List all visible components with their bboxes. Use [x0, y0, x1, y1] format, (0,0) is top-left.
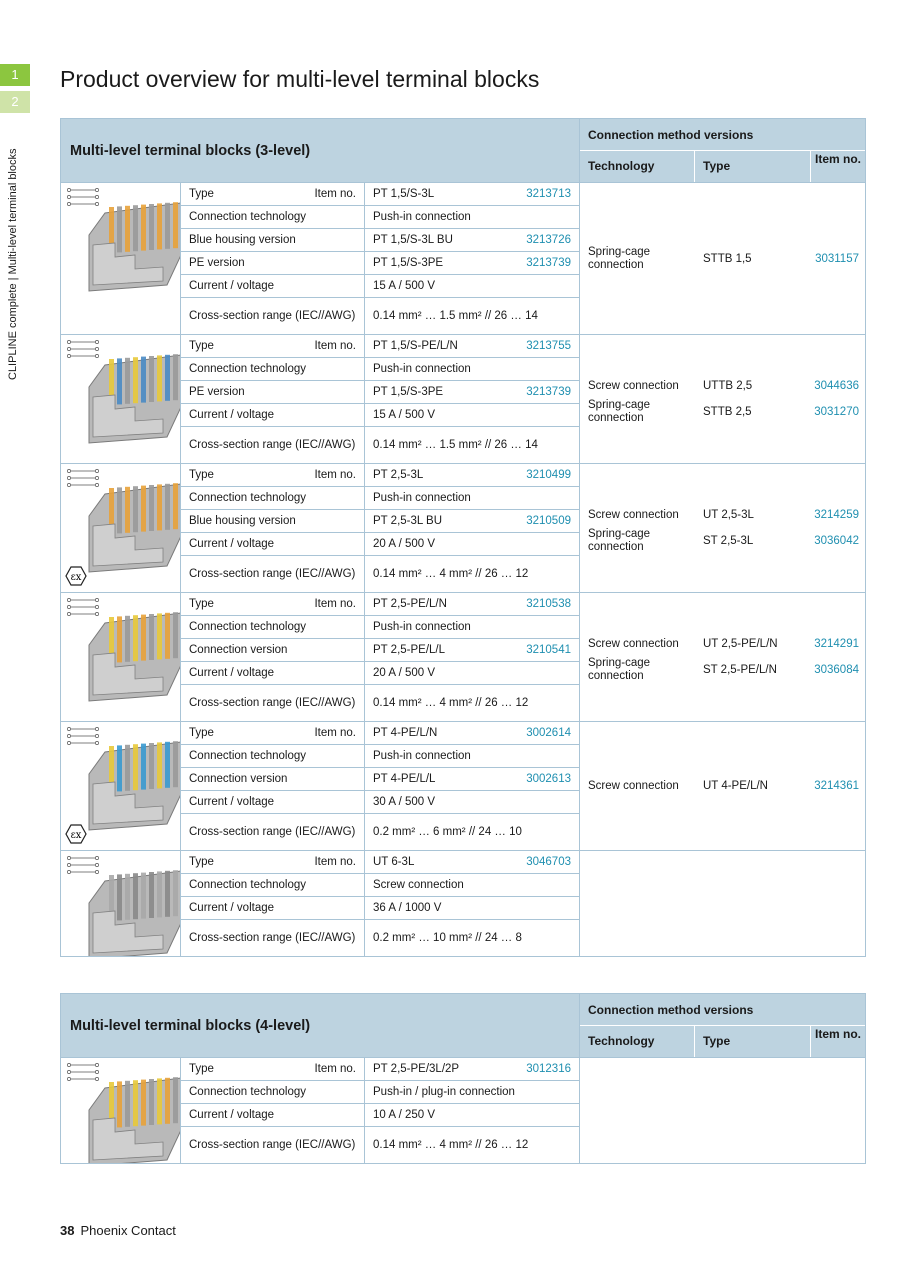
col-technology: Technology: [580, 1026, 695, 1057]
product-image-cell: [61, 1058, 181, 1163]
connection-technology: Screw connection: [588, 379, 679, 392]
connection-technology: Spring-cage connection: [588, 245, 651, 271]
property-value: Push-in connection: [373, 211, 471, 223]
connection-version-row: [580, 528, 865, 554]
property-value: 0.14 mm² … 4 mm² // 26 … 12: [373, 1139, 529, 1151]
connection-version-row: [580, 631, 865, 657]
property-label-cell: [181, 1058, 365, 1080]
property-row: [181, 745, 579, 768]
property-value: Screw connection: [373, 879, 464, 891]
product-properties: [181, 593, 580, 721]
chapter-tab-1[interactable]: 1: [0, 64, 30, 86]
property-value-cell: [365, 229, 579, 251]
table-title: Multi-level terminal blocks (3-level): [61, 119, 580, 182]
connection-item-number[interactable]: 3036084: [814, 664, 859, 676]
property-value-cell: [365, 206, 579, 228]
connection-versions-cell: [580, 464, 865, 592]
property-value: 15 A / 500 V: [373, 280, 436, 292]
property-label: Connection technology: [189, 492, 306, 504]
property-value: PT 2,5-3L BU: [373, 515, 443, 527]
circuit-schematic-icon: [66, 855, 100, 877]
side-running-title: CLIPLINE complete | Multi-level terminal blocks: [7, 148, 19, 380]
property-row: [181, 298, 579, 334]
property-value: PT 2,5-3L: [373, 469, 424, 481]
connection-type: UT 4-PE/L/N: [703, 780, 768, 792]
property-row: [181, 358, 579, 381]
property-value-cell: [365, 1058, 579, 1080]
property-label: PE version: [189, 386, 245, 398]
item-number-link[interactable]: 3002613: [526, 773, 571, 785]
property-row: [181, 183, 579, 206]
property-label: Blue housing version: [189, 234, 296, 246]
property-row: [181, 1058, 579, 1081]
property-value: PT 2,5-PE/3L/2P: [373, 1063, 460, 1075]
product-row: [61, 722, 865, 851]
property-value: 0.14 mm² … 4 mm² // 26 … 12: [373, 568, 529, 580]
property-label-cell: [181, 897, 365, 919]
circuit-schematic-icon: [66, 1062, 100, 1084]
property-value: Push-in connection: [373, 621, 471, 633]
property-row: [181, 685, 579, 721]
property-label: Connection version: [189, 773, 288, 785]
property-row: [181, 814, 579, 850]
connection-versions-cell: [580, 722, 865, 850]
property-label: Type: [189, 1063, 214, 1075]
property-label-cell: [181, 335, 365, 357]
connection-versions-cell: [580, 335, 865, 463]
ex-approval-icon: [65, 824, 87, 844]
connection-type: STTB 1,5: [703, 252, 752, 265]
property-value: PT 1,5/S-3PE: [373, 386, 444, 398]
property-value: PT 2,5-PE/L/N: [373, 598, 447, 610]
property-value-cell: [365, 616, 579, 638]
table-3-level: [60, 118, 866, 957]
page-title: Product overview for multi-level terminal blocks: [60, 66, 540, 92]
property-label: Current / voltage: [189, 409, 275, 421]
connection-version-row: [580, 773, 865, 799]
page-footer: [60, 1223, 176, 1238]
property-value-cell: [365, 745, 579, 767]
item-no-label: Item no.: [314, 1063, 356, 1075]
property-label-cell: [181, 662, 365, 684]
connection-technology: Spring-cage connection: [588, 399, 651, 424]
property-label: Current / voltage: [189, 538, 275, 550]
property-value-cell: [365, 768, 579, 790]
property-label-cell: [181, 206, 365, 228]
property-label: Type: [189, 340, 214, 352]
property-value: 20 A / 500 V: [373, 667, 436, 679]
property-value-cell: [365, 335, 579, 357]
property-label: Current / voltage: [189, 1109, 275, 1121]
ex-approval-icon: [65, 566, 87, 586]
property-label-cell: [181, 487, 365, 509]
property-label-cell: [181, 183, 365, 205]
property-value-cell: [365, 464, 579, 486]
connection-item-number[interactable]: 3044636: [814, 380, 859, 392]
property-value-cell: [365, 358, 579, 380]
property-value: PT 4-PE/L/L: [373, 773, 436, 785]
property-label: Connection technology: [189, 621, 306, 633]
property-value: 0.2 mm² … 10 mm² // 24 … 8: [373, 932, 522, 944]
item-number-link[interactable]: 3213713: [526, 188, 571, 200]
property-value: Push-in connection: [373, 492, 471, 504]
item-number-link[interactable]: 3210538: [526, 598, 571, 610]
property-label: Current / voltage: [189, 796, 275, 808]
property-label-cell: [181, 616, 365, 638]
chapter-tab-2[interactable]: 2: [0, 91, 30, 113]
connection-item-number[interactable]: 3214361: [814, 780, 859, 792]
property-label: Connection technology: [189, 211, 306, 223]
product-properties: [181, 183, 580, 334]
property-label-cell: [181, 851, 365, 873]
connection-version-row: [580, 246, 865, 272]
product-properties: [181, 335, 580, 463]
item-number-link[interactable]: 3213755: [526, 340, 571, 352]
property-value: Push-in / plug-in connection: [373, 1086, 515, 1098]
product-image-cell: [61, 722, 181, 850]
property-row: [181, 1081, 579, 1104]
connection-technology: Screw connection: [588, 779, 679, 792]
product-image-cell: [61, 335, 181, 463]
property-value-cell: [365, 275, 579, 297]
property-value-cell: [365, 874, 579, 896]
item-number-link[interactable]: 3012316: [526, 1063, 571, 1075]
connection-version-row: [580, 657, 865, 683]
connection-item-number[interactable]: 3031157: [815, 252, 859, 265]
property-label-cell: [181, 814, 365, 850]
property-label-cell: [181, 768, 365, 790]
connection-version-row: [580, 502, 865, 528]
property-label: Type: [189, 598, 214, 610]
connection-versions-cell: [580, 851, 865, 956]
table-title: Multi-level terminal blocks (4-level): [61, 994, 580, 1057]
property-value-cell: [365, 381, 579, 403]
property-row: [181, 616, 579, 639]
circuit-schematic-icon: [66, 597, 100, 619]
table-4-level: [60, 993, 866, 1164]
property-label: Current / voltage: [189, 280, 275, 292]
property-value-cell: [365, 920, 579, 956]
property-value: 20 A / 500 V: [373, 538, 436, 550]
item-number-link[interactable]: 3213739: [526, 386, 571, 398]
property-value: 0.14 mm² … 4 mm² // 26 … 12: [373, 697, 529, 709]
product-properties: [181, 464, 580, 592]
property-value-cell: [365, 791, 579, 813]
property-row: [181, 510, 579, 533]
property-value: 30 A / 500 V: [373, 796, 436, 808]
property-label: Connection technology: [189, 750, 306, 762]
property-value-cell: [365, 427, 579, 463]
connection-technology: Screw connection: [588, 637, 679, 650]
product-row: [61, 593, 865, 722]
property-value-cell: [365, 404, 579, 426]
property-label-cell: [181, 427, 365, 463]
property-label-cell: [181, 298, 365, 334]
property-label-cell: [181, 745, 365, 767]
connection-versions-cell: [580, 1058, 865, 1163]
property-label-cell: [181, 252, 365, 274]
item-number-link[interactable]: 3002614: [526, 727, 571, 739]
item-no-label: Item no.: [314, 469, 356, 481]
connection-type: UT 2,5-3L: [703, 509, 754, 521]
product-image-cell: [61, 464, 181, 592]
property-label: Type: [189, 727, 214, 739]
property-value: PT 4-PE/L/N: [373, 727, 438, 739]
property-value-cell: [365, 685, 579, 721]
property-row: [181, 206, 579, 229]
item-no-label: Item no.: [314, 598, 356, 610]
property-value-cell: [365, 722, 579, 744]
circuit-schematic-icon: [66, 339, 100, 361]
product-image-cell: [61, 851, 181, 956]
item-no-label: Item no.: [314, 856, 356, 868]
product-image-cell: [61, 593, 181, 721]
property-row: [181, 920, 579, 956]
property-value-cell: [365, 662, 579, 684]
property-row: [181, 487, 579, 510]
product-row: [61, 183, 865, 335]
property-value: PT 2,5-PE/L/L: [373, 644, 446, 656]
property-value-cell: [365, 252, 579, 274]
property-label-cell: [181, 464, 365, 486]
connection-item-number[interactable]: 3036042: [814, 535, 859, 547]
property-label-cell: [181, 685, 365, 721]
property-value: Push-in connection: [373, 363, 471, 375]
product-image-cell: [61, 183, 181, 334]
property-value-cell: [365, 1104, 579, 1126]
property-row: [181, 768, 579, 791]
property-row: [181, 874, 579, 897]
property-value: 0.14 mm² … 1.5 mm² // 26 … 14: [373, 310, 538, 322]
property-row: [181, 252, 579, 275]
property-label-cell: [181, 358, 365, 380]
property-row: [181, 639, 579, 662]
property-label-cell: [181, 874, 365, 896]
property-row: [181, 229, 579, 252]
product-row: [61, 1058, 865, 1163]
item-no-label: Item no.: [314, 727, 356, 739]
property-label: Cross-section range (IEC//AWG): [189, 697, 356, 709]
property-value: Push-in connection: [373, 750, 471, 762]
property-label: Cross-section range (IEC//AWG): [189, 826, 356, 838]
property-row: [181, 335, 579, 358]
connection-item-number[interactable]: 3031270: [814, 406, 859, 418]
property-row: [181, 381, 579, 404]
property-label: Cross-section range (IEC//AWG): [189, 439, 356, 451]
property-label: Type: [189, 188, 214, 200]
property-label-cell: [181, 1127, 365, 1163]
property-value-cell: [365, 487, 579, 509]
table-header: [61, 994, 865, 1058]
connection-type: UT 2,5-PE/L/N: [703, 638, 778, 650]
property-value: UT 6-3L: [373, 856, 415, 868]
property-label: Cross-section range (IEC//AWG): [189, 932, 356, 944]
property-label-cell: [181, 404, 365, 426]
property-row: [181, 791, 579, 814]
connection-type: UTTB 2,5: [703, 380, 753, 392]
property-row: [181, 662, 579, 685]
property-value-cell: [365, 897, 579, 919]
property-label: Current / voltage: [189, 902, 275, 914]
property-label-cell: [181, 920, 365, 956]
product-properties: [181, 851, 580, 956]
property-label: Cross-section range (IEC//AWG): [189, 568, 356, 580]
property-row: [181, 1104, 579, 1127]
property-label: Cross-section range (IEC//AWG): [189, 1139, 356, 1151]
property-label-cell: [181, 722, 365, 744]
property-value-cell: [365, 510, 579, 532]
col-item-no: Item no.: [814, 152, 861, 166]
property-label-cell: [181, 556, 365, 592]
property-row: [181, 275, 579, 298]
property-value-cell: [365, 593, 579, 615]
connection-version-row: [580, 399, 865, 425]
property-label: Cross-section range (IEC//AWG): [189, 310, 356, 322]
col-item-no: Item no.: [814, 1027, 861, 1041]
property-value: 36 A / 1000 V: [373, 902, 442, 914]
property-value: PT 1,5/S-3L BU: [373, 234, 453, 246]
property-label: Blue housing version: [189, 515, 296, 527]
property-value-cell: [365, 1127, 579, 1163]
connection-type: STTB 2,5: [703, 406, 752, 418]
property-value: PT 1,5/S-PE/L/N: [373, 340, 458, 352]
property-value-cell: [365, 298, 579, 334]
property-row: [181, 851, 579, 874]
property-label: Type: [189, 469, 214, 481]
connection-type: ST 2,5-PE/L/N: [703, 664, 777, 676]
property-value-cell: [365, 1081, 579, 1103]
property-value: 15 A / 500 V: [373, 409, 436, 421]
product-row: [61, 464, 865, 593]
property-row: [181, 593, 579, 616]
property-value: PT 1,5/S-3PE: [373, 257, 444, 269]
property-label: Connection technology: [189, 1086, 306, 1098]
col-type: Type: [695, 1026, 811, 1057]
product-properties: [181, 722, 580, 850]
col-technology: Technology: [580, 151, 695, 182]
item-number-link[interactable]: 3046703: [526, 856, 571, 868]
property-value-cell: [365, 851, 579, 873]
property-label-cell: [181, 381, 365, 403]
circuit-schematic-icon: [66, 468, 100, 490]
property-label-cell: [181, 1081, 365, 1103]
property-value-cell: [365, 639, 579, 661]
property-value: 0.14 mm² … 1.5 mm² // 26 … 14: [373, 439, 538, 451]
connection-versions-cell: [580, 183, 865, 334]
connection-version-row: [580, 373, 865, 399]
product-row: [61, 335, 865, 464]
property-label-cell: [181, 639, 365, 661]
property-value: 0.2 mm² … 6 mm² // 24 … 10: [373, 826, 522, 838]
circuit-schematic-icon: [66, 187, 100, 209]
property-value-cell: [365, 556, 579, 592]
property-label: Connection version: [189, 644, 288, 656]
connection-versions-header: Connection method versions: [580, 994, 865, 1026]
page-number: 38: [60, 1223, 75, 1238]
property-value-cell: [365, 814, 579, 850]
property-label-cell: [181, 533, 365, 555]
property-value: PT 1,5/S-3L: [373, 188, 435, 200]
property-value: 10 A / 250 V: [373, 1109, 436, 1121]
connection-technology: Spring-cage connection: [588, 657, 651, 682]
connection-type: ST 2,5-3L: [703, 535, 754, 547]
item-no-label: Item no.: [314, 188, 356, 200]
property-row: [181, 556, 579, 592]
property-row: [181, 533, 579, 556]
item-number-link[interactable]: 3210509: [526, 515, 571, 527]
circuit-schematic-icon: [66, 726, 100, 748]
product-row: [61, 851, 865, 956]
property-label-cell: [181, 275, 365, 297]
property-value-cell: [365, 183, 579, 205]
item-no-label: Item no.: [314, 340, 356, 352]
connection-versions-cell: [580, 593, 865, 721]
property-row: [181, 1127, 579, 1163]
property-label: Connection technology: [189, 363, 306, 375]
connection-versions-header: Connection method versions: [580, 119, 865, 151]
connection-item-number[interactable]: 3214291: [814, 638, 859, 650]
property-label-cell: [181, 229, 365, 251]
property-row: [181, 722, 579, 745]
item-number-link[interactable]: 3210541: [526, 644, 571, 656]
svg-text:εx: εx: [70, 830, 82, 841]
connection-technology: Spring-cage connection: [588, 528, 651, 553]
connection-item-number[interactable]: 3214259: [814, 509, 859, 521]
property-label: Current / voltage: [189, 667, 275, 679]
property-row: [181, 464, 579, 487]
property-row: [181, 897, 579, 920]
connection-technology: Screw connection: [588, 508, 679, 521]
property-label-cell: [181, 791, 365, 813]
brand-name: Phoenix Contact: [80, 1223, 176, 1238]
property-label-cell: [181, 1104, 365, 1126]
item-number-link[interactable]: 3213739: [526, 257, 571, 269]
col-type: Type: [695, 151, 811, 182]
property-row: [181, 404, 579, 427]
property-value-cell: [365, 533, 579, 555]
property-label: Type: [189, 856, 214, 868]
property-label: PE version: [189, 257, 245, 269]
property-label-cell: [181, 593, 365, 615]
item-number-link[interactable]: 3213726: [526, 234, 571, 246]
product-properties: [181, 1058, 580, 1163]
property-label: Connection technology: [189, 879, 306, 891]
item-number-link[interactable]: 3210499: [526, 469, 571, 481]
svg-text:εx: εx: [70, 572, 82, 583]
table-header: [61, 119, 865, 183]
property-label-cell: [181, 510, 365, 532]
property-row: [181, 427, 579, 463]
